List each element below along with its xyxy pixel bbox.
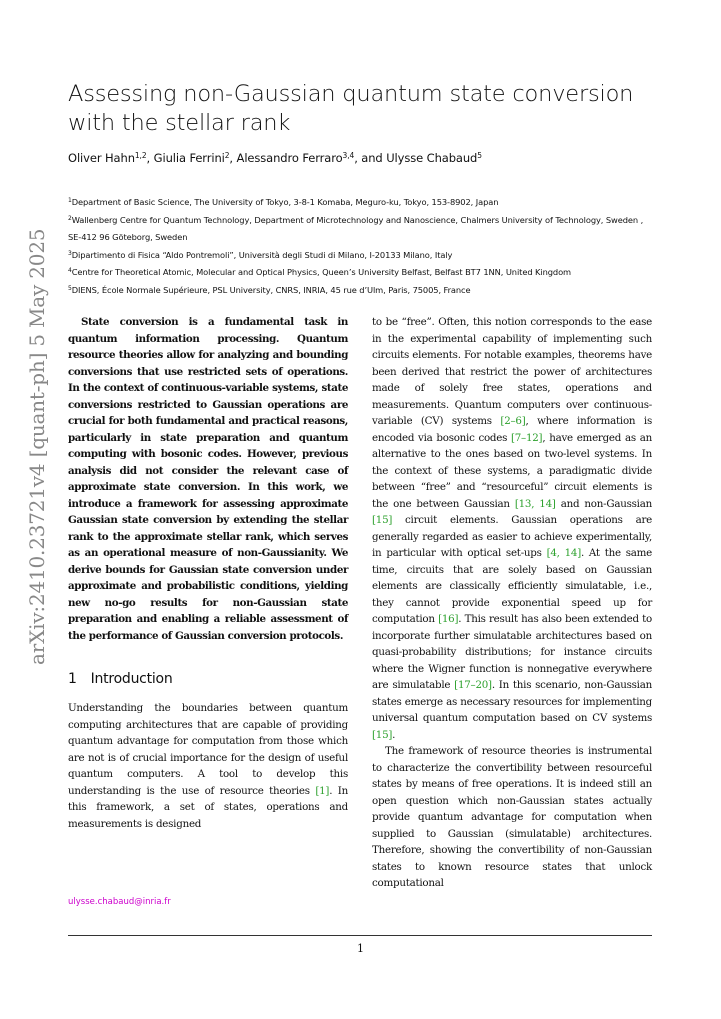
affiliation [68, 212, 658, 247]
citation-link[interactable]: [15] [372, 514, 393, 526]
affiliation-marker: 4 [68, 267, 72, 275]
affiliation-text: Dipartimento di Fisica “Aldo Pontremoli”, Università degli Studi di Milano, I-20133 Milano, Italy [71, 249, 453, 260]
author-separator: , and [354, 151, 387, 165]
right-column [372, 314, 652, 892]
citation-link[interactable]: [4, 14] [546, 547, 581, 559]
affiliation-text: DIENS, École Normale Supérieure, PSL University, CNRS, INRIA, 45 rue d’Ulm, Paris, 75005, France [71, 284, 471, 295]
affiliation-marker: 3 [68, 249, 72, 257]
affiliation-text: Centre for Theoretical Atomic, Molecular and Optical Physics, Queen’s University Belfast, Belfast BT7 1NN, United Kingdom [71, 267, 572, 278]
author-separator: , [146, 151, 154, 165]
affiliation-list [68, 194, 658, 300]
body-text: . In this framework, a set of states, operations and measurements is designed [68, 784, 348, 830]
body-text: . In this scenario, non-Gaussian states emerge as necessary resources for implementing universal quantum computation based on CV systems [372, 679, 652, 724]
author-name: Oliver Hahn [68, 151, 135, 165]
section-heading [68, 669, 348, 689]
citation-link[interactable]: [1] [315, 784, 330, 797]
citation-link[interactable]: [16] [438, 613, 459, 625]
body-text: The framework of resource theories is instrumental to characterize the convertibility between resourceful states by means of free operations. It is indeed still an open question which non-Gaussian states actually provide quantum advantage for computation when supplied to Gaussian (simulatable) architectures. Therefore, showing the convertibility of non-Gaussian states to known resource states that unlock computational [372, 745, 652, 889]
author-name: Alessandro Ferraro [236, 151, 343, 165]
body-text: Understanding the boundaries between quantum computing architectures that are capable of providing quantum advantage for computation from those which are not is of crucial importance for the design of useful quantum computers. A tool to develop this understanding is the use of resource theories [68, 702, 348, 797]
intro-paragraph-2 [372, 743, 652, 892]
corresponding-email[interactable]: ulysse.chabaud@inria.fr [68, 897, 171, 907]
author-separator: , [229, 151, 237, 165]
affiliation [68, 264, 658, 282]
affiliation-marker: 1 [68, 197, 72, 204]
affiliation [68, 247, 658, 265]
intro-paragraph-1 [68, 700, 348, 832]
affiliation-text: Wallenberg Centre for Quantum Technology, Department of Microtechnology and Nanoscience, Chalmers University of Technology, Sweden , SE-412 96 Göteborg, Sweden [68, 214, 644, 243]
author-affiliation-marker: 1,2 [134, 151, 147, 160]
footer-rule [68, 935, 652, 936]
arxiv-identifier: arXiv:2410.23721v4 [quant-ph] 5 May 2025 [25, 228, 49, 665]
abstract: State conversion is a fundamental task in quantum information processing. Quantum resource theories allow for analyzing and bounding conversions that use restricted sets of operations. In the context of continuous-variable systems, state conversions restricted to Gaussian operations are crucial for both fundamental and practical reasons, particularly in state preparation and quantum computing with bosonic codes. However, previous analysis did not consider the relevant case of approximate state conversion. In this work, we introduce a framework for assessing approximate Gaussian state conversion by extending the stellar rank to the approximate stellar rank, which serves as an operational measure of non-Gaussianity. We derive bounds for Gaussian state conversion under approximate and probabilistic conditions, yielding new no-go results for non-Gaussian state preparation and enabling a reliable assessment of the performance of Gaussian conversion protocols. [68, 316, 348, 642]
citation-link[interactable]: [15] [372, 728, 393, 741]
citation-link[interactable]: [7–12] [510, 431, 543, 444]
body-text: , where information is encoded via bosonic codes [372, 415, 653, 444]
body-text: . At the same time, circuits that are solely based on Gaussian elements are classically efficiently simulatable, i.e., they cannot provide exponential speed up for computation [372, 547, 652, 625]
citation-link[interactable]: [2–6] [500, 415, 526, 427]
body-text: to be “free”. Often, this notion corresponds to the ease in the experimental capability of implementing such circuits elements. For notable examples, theorems have been derived that restrict the power of architectures made of solely free states, operations and measurements. Quantum computers over continuous-variable (CV) systems [372, 316, 652, 427]
author-name: Giulia Ferrini [153, 151, 225, 165]
body-text: circuit elements. Gaussian operations are generally regarded as easier to achieve experimentally, in particular with optical set-ups [372, 514, 652, 559]
citation-link[interactable]: [17–20] [454, 679, 492, 691]
body-text: . This result has also been extended to incorporate further simulatable architectures based on quasi-probability distributions; for instance circuits where the Wigner function is nonnegative everywhere are simulatable [372, 613, 652, 691]
author-affiliation-marker: 2 [224, 151, 230, 160]
section-title: Introduction [90, 671, 173, 687]
author-name: Ulysse Chabaud [386, 151, 478, 165]
author-list [68, 150, 668, 166]
affiliation-marker: 2 [68, 214, 72, 222]
left-column [68, 314, 348, 832]
body-text: , have emerged as an alternative to the ones based on two-level systems. In the context of these systems, a paradigmatic divide between “free” and “resourceful” circuit elements is the one between Gaussian [372, 431, 652, 510]
body-text: and non-Gaussian [555, 497, 652, 510]
affiliation-text: Department of Basic Science, The University of Tokyo, 3-8-1 Komaba, Meguro-ku, Tokyo, 153-8902, Japan [71, 197, 499, 207]
author-affiliation-marker: 5 [477, 151, 482, 160]
citation-link[interactable]: [13, 14] [514, 497, 556, 510]
intro-paragraph-1-continued [372, 314, 652, 743]
page-title: Assessing non-Gaussian quantum state conversion with the stellar rank [68, 81, 634, 136]
section-number: 1 [68, 671, 77, 687]
page-number: 1 [357, 942, 364, 955]
affiliation [68, 194, 658, 212]
author-affiliation-marker: 3,4 [342, 151, 355, 160]
affiliation [68, 282, 658, 300]
body-text: . [392, 728, 396, 741]
affiliation-marker: 5 [68, 284, 72, 292]
